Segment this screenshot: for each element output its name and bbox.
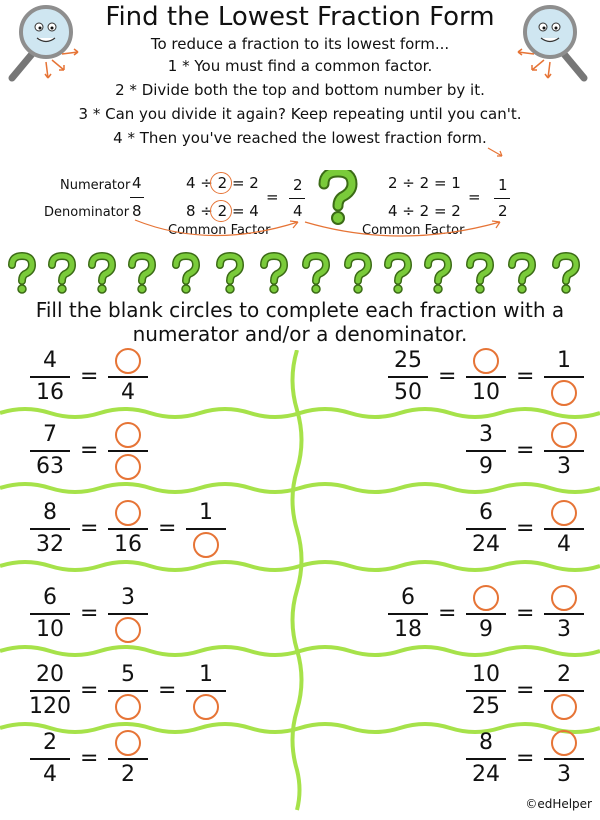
blank-numerator-circle[interactable]: [473, 585, 499, 611]
denominator: 120: [29, 694, 71, 719]
example-equals-1: =: [266, 188, 279, 206]
copyright: ©edHelper: [525, 797, 592, 811]
fraction: [108, 728, 148, 790]
common-factor-label-2: Common Factor: [362, 223, 465, 238]
equals-sign: =: [80, 516, 99, 541]
fraction: [108, 583, 148, 645]
blank-numerator-circle[interactable]: [115, 422, 141, 448]
denominator: 18: [394, 617, 422, 642]
equals-sign: =: [80, 364, 99, 389]
denominator: 2: [121, 762, 135, 787]
numerator: 1: [557, 348, 571, 373]
step-1-text: 1 * You must find a common factor.: [167, 57, 433, 75]
step-3-text: 3 * Can you divide it again? Keep repeating until you can't.: [78, 105, 522, 123]
numerator: 8: [479, 730, 493, 755]
example-numerator: 4: [132, 174, 142, 192]
blank-numerator-circle[interactable]: [115, 348, 141, 374]
denominator: 10: [472, 380, 500, 405]
fraction: [466, 498, 506, 560]
blank-denominator-circle[interactable]: [193, 532, 219, 558]
question-mark-icon: [92, 256, 112, 293]
example-step1-top: 4 ÷ 2 = 2: [186, 174, 259, 192]
blank-denominator-circle[interactable]: [115, 454, 141, 480]
big-question-mark-icon: [318, 170, 358, 226]
fraction: [30, 498, 70, 560]
denominator-label: Denominator: [44, 205, 130, 220]
fraction: [544, 420, 584, 482]
question-mark-icon: [12, 256, 32, 293]
numerator: 10: [472, 662, 500, 687]
fraction: [388, 583, 428, 645]
question-mark-icon: [176, 256, 196, 293]
fraction: [186, 660, 226, 722]
blank-numerator-circle[interactable]: [551, 422, 577, 448]
numerator: 7: [43, 422, 57, 447]
denominator: 24: [472, 762, 500, 787]
blank-denominator-circle[interactable]: [551, 694, 577, 720]
numerator: 3: [479, 422, 493, 447]
equals-sign: =: [516, 678, 535, 703]
fraction: [186, 498, 226, 560]
equals-sign: =: [80, 438, 99, 463]
fraction: [544, 498, 584, 560]
numerator: 6: [479, 500, 493, 525]
fraction: [30, 420, 70, 482]
fraction: [544, 346, 584, 408]
factor-circle-top: [210, 172, 232, 194]
question-mark-icon: [306, 256, 326, 293]
denominator: 9: [479, 454, 493, 479]
fraction: [108, 346, 148, 408]
fraction: [30, 728, 70, 790]
numerator: 6: [43, 585, 57, 610]
denominator: 32: [36, 532, 64, 557]
example-step1-bottom: 8 ÷ 2 = 4: [186, 202, 259, 220]
numerator: 2: [43, 730, 57, 755]
blank-numerator-circle[interactable]: [551, 500, 577, 526]
step-4-text: 4 * Then you've reached the lowest fraction form.: [113, 129, 487, 147]
denominator: 24: [472, 532, 500, 557]
numerator-label: Numerator: [60, 178, 131, 193]
question-mark-icon: [512, 256, 532, 293]
denominator: 4: [121, 380, 135, 405]
numerator: 4: [43, 348, 57, 373]
example-result1-den: 4: [293, 202, 303, 220]
instructions: Fill the blank circles to complete each fraction with a numerator and/or a denominator.: [35, 298, 565, 346]
fraction: [108, 498, 148, 560]
denominator: 25: [472, 694, 500, 719]
question-mark-icon: [220, 256, 240, 293]
fraction: [388, 346, 428, 408]
question-mark-icon: [132, 256, 152, 293]
fraction: [108, 420, 148, 482]
equals-sign: =: [516, 516, 535, 541]
question-mark-icon: [52, 256, 72, 293]
equals-sign: =: [516, 438, 535, 463]
question-mark-icon: [470, 256, 490, 293]
fraction: [544, 583, 584, 645]
equals-sign: =: [80, 678, 99, 703]
example-result2-den: 2: [498, 202, 508, 220]
equals-sign: =: [516, 364, 535, 389]
equals-sign: =: [438, 601, 457, 626]
denominator: 9: [479, 617, 493, 642]
result2-fraction-bar: [494, 198, 510, 199]
numerator: 6: [401, 585, 415, 610]
numerator: 25: [394, 348, 422, 373]
fraction: [466, 583, 506, 645]
numerator: 8: [43, 500, 57, 525]
numerator: 3: [121, 585, 135, 610]
denominator: 16: [114, 532, 142, 557]
fraction: [108, 660, 148, 722]
blank-numerator-circle[interactable]: [115, 730, 141, 756]
equals-sign: =: [80, 746, 99, 771]
example-step2-top: 2 ÷ 2 = 1: [388, 174, 461, 192]
question-mark-icon: [556, 256, 576, 293]
question-mark-icon: [428, 256, 448, 293]
blank-denominator-circle[interactable]: [551, 380, 577, 406]
result1-fraction-bar: [289, 198, 305, 199]
question-mark-icon: [264, 256, 284, 293]
denominator: 63: [36, 454, 64, 479]
question-mark-icon: [388, 256, 408, 293]
equals-sign: =: [516, 601, 535, 626]
equals-sign: =: [158, 516, 177, 541]
blank-denominator-circle[interactable]: [193, 694, 219, 720]
numerator: 1: [199, 500, 213, 525]
equals-sign: =: [158, 678, 177, 703]
denominator: 3: [557, 454, 571, 479]
intro-text: To reduce a fraction to its lowest form...: [150, 35, 450, 53]
fraction: [30, 346, 70, 408]
fraction: [466, 728, 506, 790]
fraction: [30, 660, 70, 722]
equals-sign: =: [80, 601, 99, 626]
example-result1-num: 2: [293, 176, 303, 194]
example-result2-num: 1: [498, 176, 508, 194]
blank-denominator-circle[interactable]: [115, 617, 141, 643]
fraction: [544, 728, 584, 790]
fraction: [30, 583, 70, 645]
denominator: 4: [43, 762, 57, 787]
denominator: 3: [557, 617, 571, 642]
denominator: 16: [36, 380, 64, 405]
denominator: 4: [557, 532, 571, 557]
denominator: 50: [394, 380, 422, 405]
fraction: [466, 660, 506, 722]
denominator: 10: [36, 617, 64, 642]
numerator: 2: [557, 662, 571, 687]
question-mark-row: [0, 248, 600, 298]
fraction: [544, 660, 584, 722]
blank-numerator-circle[interactable]: [115, 500, 141, 526]
blank-numerator-circle[interactable]: [551, 585, 577, 611]
blank-denominator-circle[interactable]: [115, 694, 141, 720]
numerator: 5: [121, 662, 135, 687]
blank-numerator-circle[interactable]: [473, 348, 499, 374]
page-title: Find the Lowest Fraction Form: [105, 2, 495, 32]
equals-sign: =: [438, 364, 457, 389]
common-factor-label-1: Common Factor: [168, 223, 271, 238]
fraction: [466, 346, 506, 408]
equals-sign: =: [516, 746, 535, 771]
blank-numerator-circle[interactable]: [551, 730, 577, 756]
small-arrow-icon: [486, 146, 506, 160]
example-step2-bottom: 4 ÷ 2 = 2: [388, 202, 461, 220]
example-fraction-bar: [130, 197, 144, 198]
numerator: 1: [199, 662, 213, 687]
example-denominator: 8: [132, 202, 142, 220]
question-mark-icon: [348, 256, 368, 293]
step-2-text: 2 * Divide both the top and bottom number by it.: [115, 81, 485, 99]
example-equals-2: =: [468, 188, 481, 206]
fraction: [466, 420, 506, 482]
denominator: 3: [557, 762, 571, 787]
numerator: 20: [36, 662, 64, 687]
